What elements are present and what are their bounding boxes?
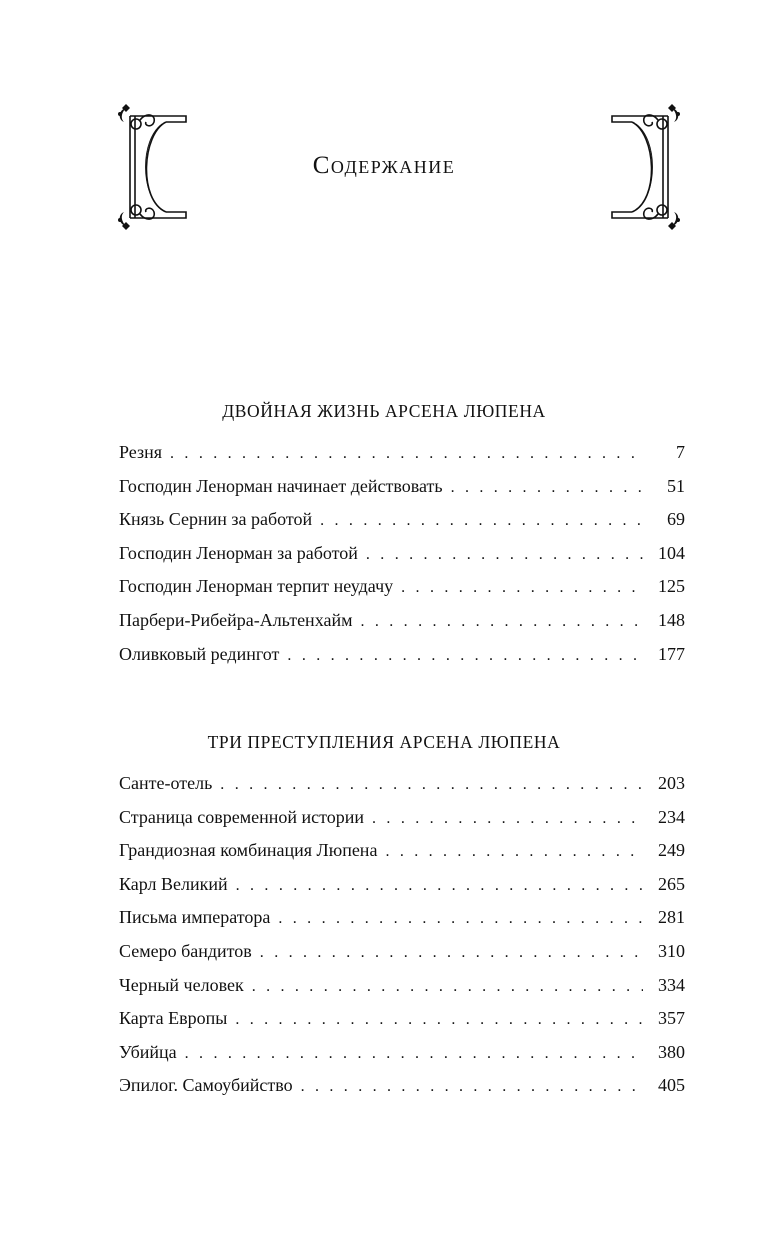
toc-entry[interactable]: [119, 610, 685, 644]
section-heading-2: ТРИ ПРЕСТУПЛЕНИЯ АРСЕНА ЛЮПЕНА: [207, 732, 561, 752]
toc-entry-title: Страница современной истории: [119, 806, 365, 827]
toc-entry-title: Письма императора: [119, 907, 271, 928]
toc-entry[interactable]: [119, 543, 685, 577]
toc-entry[interactable]: [119, 442, 685, 476]
toc-entry-page: 177: [658, 643, 685, 664]
toc-entry-title: Господин Ленорман терпит неудачу: [119, 576, 394, 597]
toc-entry-page: 7: [676, 442, 685, 462]
toc-list-2: [119, 773, 685, 1109]
toc-entry-page: 104: [658, 542, 685, 563]
toc-entry-title: Господин Ленорман начинает действовать: [119, 475, 443, 496]
dot-leader: [260, 944, 643, 962]
toc-entry-title: Черный человек: [119, 974, 244, 995]
page-title: Содержание: [312, 152, 456, 179]
toc-entry-title: Убийца: [119, 1041, 177, 1062]
toc-entry-page: 405: [658, 1075, 685, 1096]
toc-entry[interactable]: [119, 1075, 685, 1109]
toc-entry[interactable]: [119, 907, 685, 941]
toc-entry-page: 281: [658, 907, 685, 928]
section-heading-1: ДВОЙНАЯ ЖИЗНЬ АРСЕНА ЛЮПЕНА: [222, 401, 546, 421]
dot-leader: [235, 1011, 643, 1029]
dot-leader: [401, 579, 643, 597]
toc-entry-title: Санте-отель: [119, 773, 213, 793]
toc-entry-title: Семеро бандитов: [119, 940, 252, 961]
dot-leader: [385, 843, 643, 861]
dot-leader: [287, 647, 643, 665]
dot-leader: [236, 877, 643, 895]
dot-leader: [278, 910, 643, 928]
toc-entry-page: 234: [658, 806, 685, 827]
toc-entry-title: Карл Великий: [119, 873, 228, 894]
toc-entry-title: Парбери-Рибейра-Альтенхайм: [119, 609, 353, 630]
toc-entry[interactable]: [119, 807, 685, 841]
toc-entry-page: 310: [658, 940, 685, 961]
dot-leader: [451, 479, 643, 497]
toc-entry[interactable]: [119, 874, 685, 908]
dot-leader: [366, 546, 643, 564]
toc-entry[interactable]: [119, 576, 685, 610]
dot-leader: [185, 1045, 643, 1063]
dot-leader: [360, 613, 643, 631]
toc-entry-title: Карта Европы: [119, 1008, 228, 1029]
toc-entry-page: 203: [658, 773, 685, 793]
toc-entry-page: 249: [658, 840, 685, 861]
toc-entry[interactable]: [119, 476, 685, 510]
dot-leader: [320, 512, 643, 530]
toc-entry-page: 380: [658, 1041, 685, 1062]
dot-leader: [220, 776, 643, 794]
toc-entry-title: Оливковый редингот: [119, 643, 280, 664]
dot-leader: [372, 810, 643, 828]
toc-entry-title: Эпилог. Самоубийство: [119, 1075, 293, 1096]
toc-entry[interactable]: [119, 644, 685, 678]
toc-entry-page: 69: [667, 509, 685, 530]
toc-entry[interactable]: [119, 509, 685, 543]
dot-leader: [301, 1078, 643, 1096]
toc-entry[interactable]: [119, 840, 685, 874]
toc-entry-page: 148: [658, 609, 685, 630]
dot-leader: [170, 445, 643, 463]
toc-entry[interactable]: [119, 941, 685, 975]
toc-entry-title: Грандиозная комбинация Люпена: [119, 840, 378, 861]
toc-entry-title: Господин Ленорман за работой: [119, 542, 358, 563]
toc-entry[interactable]: [119, 975, 685, 1009]
toc-entry-page: 265: [658, 873, 685, 894]
toc-entry-title: Резня: [119, 442, 163, 462]
toc-entry-title: Князь Сернин за работой: [119, 509, 313, 530]
toc-entry-page: 357: [658, 1008, 685, 1029]
toc-entry-page: 125: [658, 576, 685, 597]
toc-entry[interactable]: [119, 1008, 685, 1042]
toc-list-1: [119, 442, 685, 677]
toc-entry[interactable]: [119, 1042, 685, 1076]
toc-entry-page: 334: [658, 974, 685, 995]
toc-entry-page: 51: [667, 475, 685, 496]
dot-leader: [252, 978, 643, 996]
toc-entry[interactable]: [119, 773, 685, 807]
